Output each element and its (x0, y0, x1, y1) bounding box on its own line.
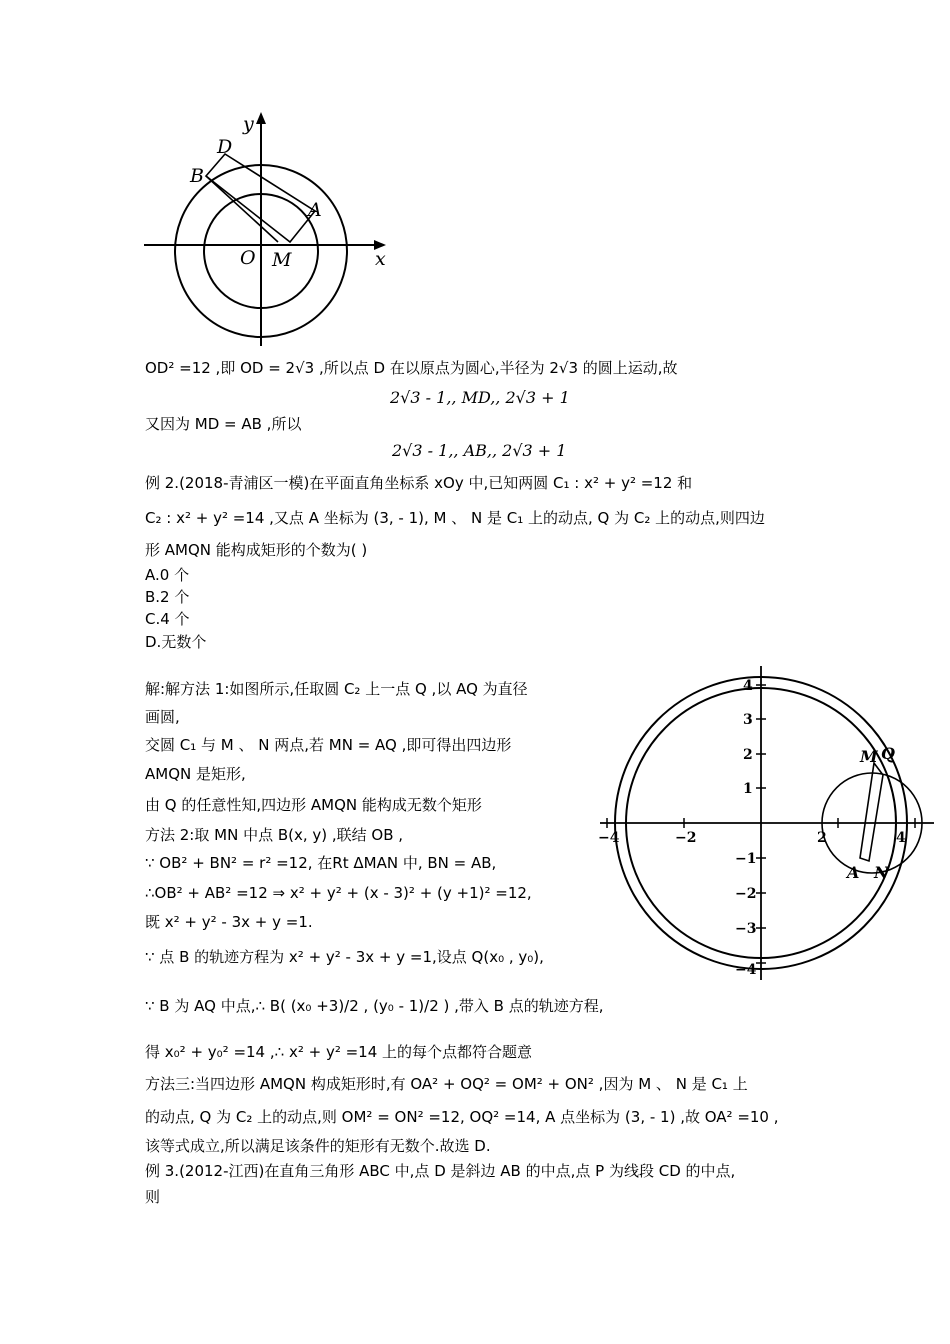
example2-stem-3: 形 AMQN 能构成矩形的个数为( ) (145, 541, 368, 559)
text-od-line: OD² =12 ,即 OD = 2√3 ,所以点 D 在以原点为圆心,半径为 2√3 的圆上运动,故 (145, 359, 678, 377)
option-a: A.0 个 (145, 566, 190, 584)
fig2-label-m: M (860, 747, 878, 766)
ytick-neg2: −2 (735, 886, 757, 902)
solution-line-4: AMQN 是矩形, (145, 765, 246, 783)
xtick-2: 2 (817, 830, 827, 846)
ytick-neg4: −4 (735, 962, 757, 978)
label-d: D (217, 136, 233, 158)
solution-line-5: 由 Q 的任意性知,四边形 AMQN 能构成无数个矩形 (145, 796, 482, 814)
fig2-label-a: A (847, 863, 860, 882)
label-m: M (272, 249, 292, 271)
method2-line-3: ∴OB² + AB² =12 ⇒ x² + y² + (x - 3)² + (y +1)² =12, (145, 884, 532, 902)
label-y: y (243, 113, 254, 135)
ytick-1: 1 (743, 781, 753, 797)
method3-line-3: 该等式成立,所以满足该条件的矩形有无数个.故选 D. (145, 1137, 491, 1155)
option-d: D.无数个 (145, 633, 207, 651)
xtick-neg4: −4 (598, 830, 620, 846)
fig2-label-q: Q (881, 744, 895, 763)
xtick-4: 4 (896, 830, 906, 846)
method2-line-5: ∵ 点 B 的轨迹方程为 x² + y² - 3x + y =1,设点 Q(x₀ , y₀), (145, 948, 544, 966)
option-c: C.4 个 (145, 610, 190, 628)
figure-concentric-circles (140, 108, 395, 350)
method2-line-7: 得 x₀² + y₀² =14 ,∴ x² + y² =14 上的每个点都符合题意 (145, 1043, 533, 1061)
ytick-4: 4 (743, 678, 753, 694)
method2-line-4: 既 x² + y² - 3x + y =1. (145, 913, 313, 931)
solution-line-3: 交圆 C₁ 与 M 、 N 两点,若 MN = AQ ,即可得出四边形 (145, 736, 512, 754)
method2-line-1: 方法 2:取 MN 中点 B(x, y) ,联结 OB , (145, 826, 404, 844)
label-x: x (375, 248, 386, 270)
ytick-neg1: −1 (735, 851, 757, 867)
ytick-2: 2 (743, 747, 753, 763)
example2-stem-2: C₂ : x² + y² =14 ,又点 A 坐标为 (3, - 1), M 、 N 是 C₁ 上的动点, Q 为 C₂ 上的动点,则四边 (145, 509, 765, 527)
example3-line-1: 例 3.(2012-江西)在直角三角形 ABC 中,点 D 是斜边 AB 的中点,点 P 为线段 CD 的中点, (145, 1162, 736, 1180)
text-md-ab: 又因为 MD = AB ,所以 (145, 415, 302, 433)
ytick-3: 3 (743, 712, 753, 728)
figure-coordinate-circles (598, 662, 938, 984)
solution-line-1: 解:解方法 1:如图所示,任取圆 C₂ 上一点 Q ,以 AQ 为直径 (145, 680, 528, 698)
rectangle-amqn (860, 763, 883, 861)
label-a: A (308, 199, 322, 221)
solution-line-2: 画圆, (145, 708, 180, 726)
inequality-md: 2√3 - 1,, MD,, 2√3 + 1 (390, 388, 570, 407)
example3-line-2: 则 (145, 1188, 161, 1206)
fig2-label-n: N (874, 863, 889, 882)
xtick-neg2: −2 (675, 830, 697, 846)
line-bm (206, 176, 278, 242)
method3-line-1: 方法三:当四边形 AMQN 构成矩形时,有 OA² + OQ² = OM² + ON² ,因为 M 、 N 是 C₁ 上 (145, 1075, 748, 1093)
inequality-ab: 2√3 - 1,, AB,, 2√3 + 1 (392, 441, 567, 460)
label-o: O (240, 247, 256, 269)
method2-line-2: ∵ OB² + BN² = r² =12, 在Rt ΔMAN 中, BN = AB, (145, 854, 497, 872)
ytick-neg3: −3 (735, 921, 757, 937)
example2-stem-1: 例 2.(2018-青浦区一模)在平面直角坐标系 xOy 中,已知两圆 C₁ : x² + y² =12 和 (145, 474, 693, 492)
label-b: B (190, 165, 204, 187)
option-b: B.2 个 (145, 588, 190, 606)
method3-line-2: 的动点, Q 为 C₂ 上的动点,则 OM² = ON² =12, OQ² =14, A 点坐标为 (3, - 1) ,故 OA² =10 , (145, 1108, 779, 1126)
method2-line-6: ∵ B 为 AQ 中点,∴ B( (x₀ +3)/2 , (y₀ - 1)/2 ) ,带入 B 点的轨迹方程, (145, 997, 604, 1015)
